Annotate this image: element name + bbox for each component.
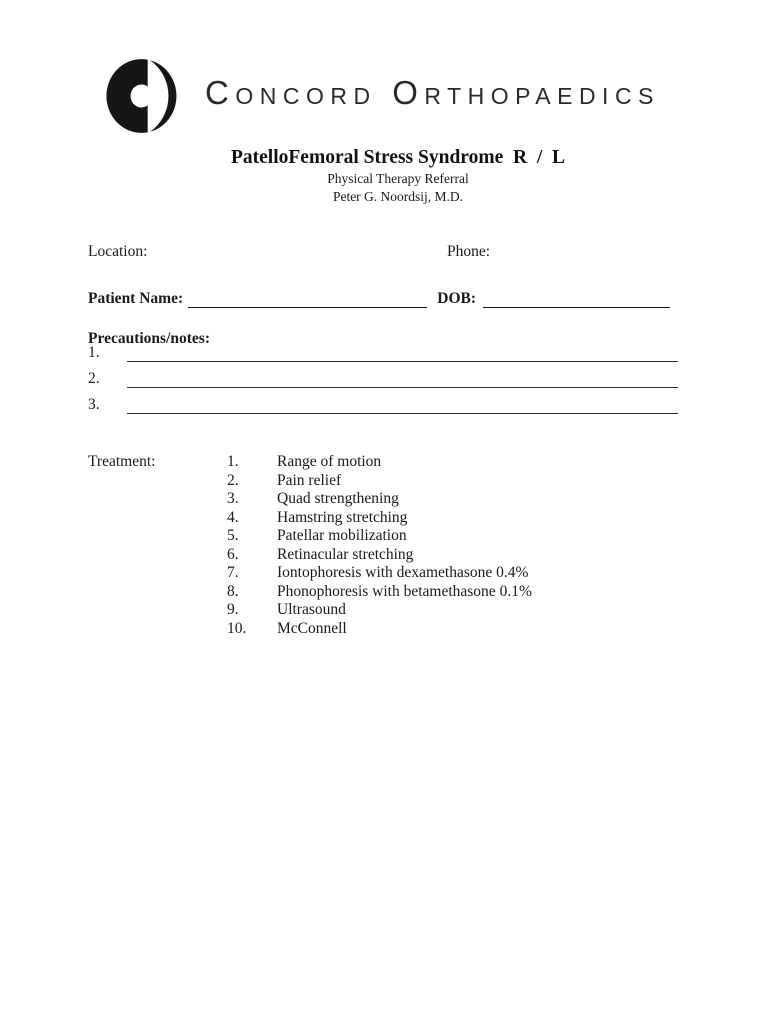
- treatment-item-text: Iontophoresis with dexamethasone 0.4%: [277, 564, 529, 581]
- concord-orthopaedics-logo-icon: [104, 55, 182, 137]
- phone-label: Phone:: [447, 243, 491, 260]
- patient-dob-row: [88, 290, 670, 308]
- treatment-item-text: Hamstring stretching: [277, 508, 408, 526]
- brand-wordmark: Concord Orthopaedics: [205, 74, 660, 111]
- treatment-item-text: Phonophoresis with betamethasone 0.1%: [277, 582, 532, 600]
- treatment-item-text: McConnell: [277, 619, 347, 637]
- patient-name-label: Patient Name:: [88, 290, 184, 307]
- treatment-item-number: 6.: [227, 545, 239, 563]
- treatment-item: [227, 564, 532, 583]
- treatment-item: [227, 472, 532, 491]
- precaution-row: [88, 370, 678, 388]
- treatment-item-number: 10.: [227, 619, 247, 637]
- precautions-list: [88, 344, 678, 425]
- treatment-item: [227, 509, 532, 528]
- treatment-item: [227, 490, 532, 509]
- treatment-item: [227, 453, 532, 472]
- location-label: Location:: [88, 243, 148, 260]
- treatment-item-text: Ultrasound: [277, 601, 346, 618]
- treatment-item: [227, 620, 532, 639]
- treatment-item-text: Quad strengthening: [277, 490, 399, 507]
- form-title: PatelloFemoral Stress Syndrome R / L: [231, 147, 565, 168]
- treatment-label: Treatment:: [88, 453, 156, 470]
- precaution-row-number: 3.: [88, 396, 100, 413]
- treatment-item-text: Retinacular stretching: [277, 545, 414, 563]
- patient-name-line[interactable]: [188, 291, 427, 308]
- dob-label: DOB:: [437, 290, 476, 307]
- treatment-item: [227, 601, 532, 620]
- treatment-item-number: 4.: [227, 508, 239, 526]
- precaution-row: [88, 344, 678, 362]
- precaution-line-1[interactable]: [127, 347, 678, 362]
- precaution-row: [88, 396, 678, 414]
- treatment-item: [227, 527, 532, 546]
- treatment-item-number: 7.: [227, 564, 239, 581]
- treatment-item-number: 9.: [227, 601, 239, 618]
- treatment-item-text: Range of motion: [277, 453, 382, 470]
- precaution-line-2[interactable]: [127, 373, 678, 388]
- precaution-line-3[interactable]: [127, 399, 678, 414]
- precautions-heading: Precautions/notes:: [88, 330, 210, 347]
- treatment-item-number: 3.: [227, 490, 239, 507]
- treatment-item: [227, 546, 532, 565]
- dob-line[interactable]: [483, 291, 670, 308]
- precaution-row-number: 2.: [88, 370, 100, 387]
- treatment-item-number: 1.: [227, 453, 239, 470]
- treatment-item-text: Pain relief: [277, 471, 342, 489]
- treatment-item-number: 2.: [227, 471, 239, 489]
- treatment-item-text: Patellar mobilization: [277, 527, 407, 544]
- form-subtitle-physician: Peter G. Noordsij, M.D.: [332, 188, 464, 204]
- treatment-item-number: 8.: [227, 582, 239, 600]
- treatment-item-number: 5.: [227, 527, 239, 544]
- treatment-item: [227, 583, 532, 602]
- form-heading-block: [88, 146, 708, 205]
- precaution-row-number: 1.: [88, 344, 100, 361]
- form-subtitle-referral: Physical Therapy Referral: [327, 171, 469, 186]
- treatment-list: [227, 453, 532, 638]
